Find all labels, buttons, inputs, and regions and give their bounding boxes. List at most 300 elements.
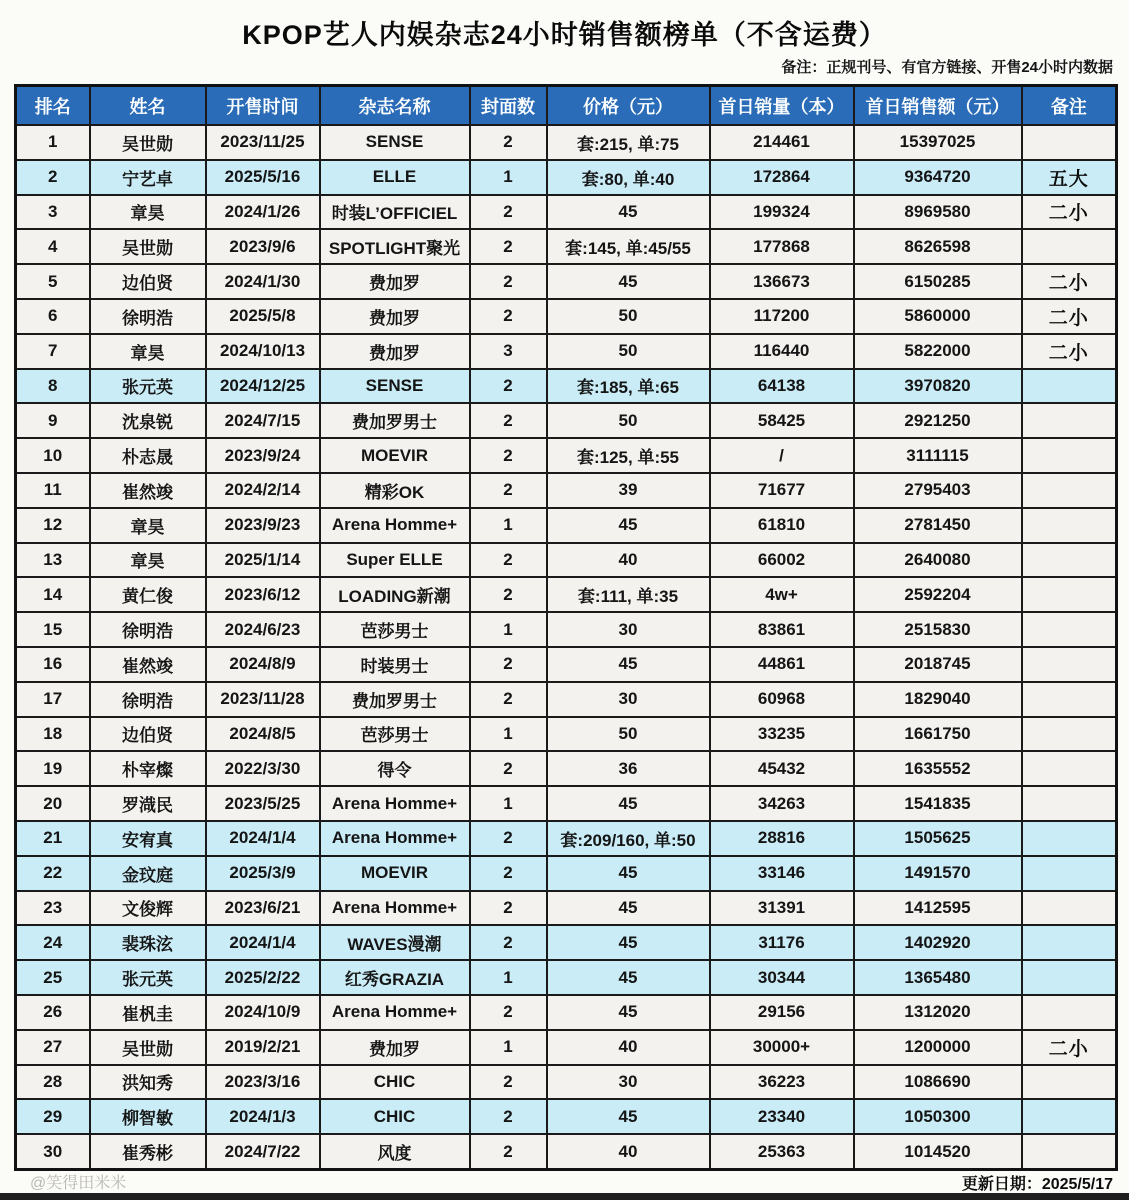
cell-price: 45 — [547, 995, 710, 1030]
cell-sales: 61810 — [710, 508, 854, 543]
cell-revenue: 1200000 — [854, 1030, 1022, 1065]
cell-magazine: 费加罗 — [320, 299, 470, 334]
cell-rank: 21 — [16, 821, 90, 856]
cell-name: 徐明浩 — [90, 299, 206, 334]
cell-magazine: 得令 — [320, 751, 470, 786]
cell-revenue: 1635552 — [854, 751, 1022, 786]
cell-sales: 23340 — [710, 1099, 854, 1134]
cell-sales: 31176 — [710, 925, 854, 960]
cell-covers: 1 — [470, 717, 547, 752]
cell-sales: 136673 — [710, 264, 854, 299]
cell-magazine: ELLE — [320, 160, 470, 195]
cell-rank: 14 — [16, 577, 90, 612]
cell-magazine: WAVES漫潮 — [320, 925, 470, 960]
cell-price: 50 — [547, 403, 710, 438]
cell-date: 2024/8/9 — [206, 647, 320, 682]
cell-name: 吴世勋 — [90, 1030, 206, 1065]
cell-magazine: SPOTLIGHT聚光 — [320, 229, 470, 264]
cell-rank: 19 — [16, 751, 90, 786]
cell-rank: 17 — [16, 682, 90, 717]
cell-sales: 33146 — [710, 856, 854, 891]
table-header-row — [16, 86, 1117, 126]
table-row — [16, 229, 1117, 264]
cell-price: 45 — [547, 960, 710, 995]
cell-note — [1022, 786, 1117, 821]
cell-magazine: Arena Homme+ — [320, 995, 470, 1030]
cell-rank: 29 — [16, 1099, 90, 1134]
cell-sales: 36223 — [710, 1065, 854, 1100]
cell-note: 二小 — [1022, 1030, 1117, 1065]
cell-price: 套:111, 单:35 — [547, 577, 710, 612]
cell-note — [1022, 960, 1117, 995]
cell-covers: 2 — [470, 195, 547, 230]
cell-revenue: 1661750 — [854, 717, 1022, 752]
cell-name: 崔然竣 — [90, 473, 206, 508]
cell-note — [1022, 125, 1117, 160]
cell-magazine: 时装男士 — [320, 647, 470, 682]
table-row — [16, 195, 1117, 230]
cell-name: 朴宰燦 — [90, 751, 206, 786]
cell-name: 吴世勋 — [90, 229, 206, 264]
cell-name: 黄仁俊 — [90, 577, 206, 612]
cell-note — [1022, 1065, 1117, 1100]
table-row — [16, 264, 1117, 299]
cell-revenue: 2640080 — [854, 543, 1022, 578]
cell-price: 36 — [547, 751, 710, 786]
cell-name: 洪知秀 — [90, 1065, 206, 1100]
update-date: 更新日期：2025/5/17 — [961, 1176, 1113, 1193]
cell-rank: 9 — [16, 403, 90, 438]
table-row — [16, 438, 1117, 473]
cell-sales: 4w+ — [710, 577, 854, 612]
cell-revenue: 5822000 — [854, 334, 1022, 369]
cell-sales: 33235 — [710, 717, 854, 752]
cell-date: 2024/1/4 — [206, 821, 320, 856]
cell-name: 崔杋圭 — [90, 995, 206, 1030]
cell-price: 套:215, 单:75 — [547, 125, 710, 160]
cell-rank: 1 — [16, 125, 90, 160]
cell-date: 2023/6/21 — [206, 891, 320, 926]
cell-covers: 1 — [470, 612, 547, 647]
table-row — [16, 577, 1117, 612]
cell-covers: 2 — [470, 891, 547, 926]
table-row — [16, 682, 1117, 717]
cell-date: 2024/10/13 — [206, 334, 320, 369]
cell-revenue: 8626598 — [854, 229, 1022, 264]
cell-name: 罗渽民 — [90, 786, 206, 821]
cell-covers: 2 — [470, 682, 547, 717]
cell-price: 45 — [547, 786, 710, 821]
table-row — [16, 508, 1117, 543]
cell-rank: 4 — [16, 229, 90, 264]
cell-rank: 24 — [16, 925, 90, 960]
cell-covers: 2 — [470, 1065, 547, 1100]
cell-sales: 214461 — [710, 125, 854, 160]
cell-note — [1022, 1134, 1117, 1169]
cell-revenue: 15397025 — [854, 125, 1022, 160]
table-row — [16, 1134, 1117, 1169]
cell-date: 2023/11/25 — [206, 125, 320, 160]
cell-magazine: 红秀GRAZIA — [320, 960, 470, 995]
cell-revenue: 6150285 — [854, 264, 1022, 299]
table-row — [16, 647, 1117, 682]
cell-sales: 117200 — [710, 299, 854, 334]
cell-sales: 45432 — [710, 751, 854, 786]
cell-covers: 2 — [470, 403, 547, 438]
cell-price: 40 — [547, 1030, 710, 1065]
cell-sales: 116440 — [710, 334, 854, 369]
cell-price: 45 — [547, 508, 710, 543]
cell-magazine: MOEVIR — [320, 438, 470, 473]
cell-magazine: Arena Homme+ — [320, 786, 470, 821]
table-row — [16, 995, 1117, 1030]
cell-covers: 2 — [470, 438, 547, 473]
cell-note — [1022, 612, 1117, 647]
table-row — [16, 717, 1117, 752]
cell-name: 张元英 — [90, 369, 206, 404]
cell-covers: 1 — [470, 786, 547, 821]
table-row — [16, 891, 1117, 926]
cell-sales: 30344 — [710, 960, 854, 995]
cell-magazine: SENSE — [320, 125, 470, 160]
cell-name: 金玟庭 — [90, 856, 206, 891]
cell-magazine: SENSE — [320, 369, 470, 404]
cell-date: 2024/7/15 — [206, 403, 320, 438]
cell-sales: 71677 — [710, 473, 854, 508]
cell-revenue: 1491570 — [854, 856, 1022, 891]
table-row — [16, 299, 1117, 334]
cell-price: 套:145, 单:45/55 — [547, 229, 710, 264]
cell-magazine: Arena Homme+ — [320, 891, 470, 926]
cell-revenue: 1505625 — [854, 821, 1022, 856]
cell-magazine: CHIC — [320, 1065, 470, 1100]
cell-sales: / — [710, 438, 854, 473]
cell-note: 二小 — [1022, 299, 1117, 334]
cell-note — [1022, 891, 1117, 926]
cell-date: 2024/2/14 — [206, 473, 320, 508]
cell-sales: 172864 — [710, 160, 854, 195]
cell-name: 文俊辉 — [90, 891, 206, 926]
header-cell-price: 价格（元） — [547, 86, 710, 126]
cell-magazine: 费加罗 — [320, 334, 470, 369]
cell-sales: 66002 — [710, 543, 854, 578]
cell-covers: 1 — [470, 160, 547, 195]
cell-magazine: 芭莎男士 — [320, 717, 470, 752]
cell-date: 2019/2/21 — [206, 1030, 320, 1065]
cell-sales: 29156 — [710, 995, 854, 1030]
cell-rank: 18 — [16, 717, 90, 752]
cell-rank: 2 — [16, 160, 90, 195]
cell-revenue: 5860000 — [854, 299, 1022, 334]
cell-date: 2025/5/8 — [206, 299, 320, 334]
cell-rank: 13 — [16, 543, 90, 578]
cell-price: 套:80, 单:40 — [547, 160, 710, 195]
cell-magazine: 费加罗男士 — [320, 682, 470, 717]
cell-note — [1022, 508, 1117, 543]
table-row — [16, 160, 1117, 195]
cell-date: 2025/5/16 — [206, 160, 320, 195]
cell-date: 2024/7/22 — [206, 1134, 320, 1169]
cell-price: 30 — [547, 1065, 710, 1100]
sales-ranking-table — [14, 84, 1118, 1171]
cell-note: 二小 — [1022, 264, 1117, 299]
cell-rank: 15 — [16, 612, 90, 647]
cell-covers: 2 — [470, 299, 547, 334]
cell-revenue: 1402920 — [854, 925, 1022, 960]
cell-revenue: 2515830 — [854, 612, 1022, 647]
cell-covers: 2 — [470, 995, 547, 1030]
cell-sales: 64138 — [710, 369, 854, 404]
cell-name: 宁艺卓 — [90, 160, 206, 195]
table-row — [16, 473, 1117, 508]
cell-magazine: 时装L’OFFICIEL — [320, 195, 470, 230]
cell-date: 2025/1/14 — [206, 543, 320, 578]
cell-rank: 7 — [16, 334, 90, 369]
cell-covers: 2 — [470, 369, 547, 404]
cell-covers: 1 — [470, 1030, 547, 1065]
cell-price: 40 — [547, 543, 710, 578]
header-cell-magazine: 杂志名称 — [320, 86, 470, 126]
cell-name: 徐明浩 — [90, 612, 206, 647]
cell-note — [1022, 925, 1117, 960]
cell-magazine: LOADING新潮 — [320, 577, 470, 612]
header-cell-note: 备注 — [1022, 86, 1117, 126]
cell-price: 套:185, 单:65 — [547, 369, 710, 404]
cell-sales: 34263 — [710, 786, 854, 821]
cell-date: 2024/1/3 — [206, 1099, 320, 1134]
cell-revenue: 2781450 — [854, 508, 1022, 543]
cell-price: 45 — [547, 647, 710, 682]
cell-name: 安宥真 — [90, 821, 206, 856]
table-row — [16, 1099, 1117, 1134]
cell-price: 40 — [547, 1134, 710, 1169]
cell-name: 章昊 — [90, 543, 206, 578]
cell-rank: 3 — [16, 195, 90, 230]
cell-sales: 30000+ — [710, 1030, 854, 1065]
cell-rank: 23 — [16, 891, 90, 926]
cell-note — [1022, 403, 1117, 438]
cell-covers: 2 — [470, 751, 547, 786]
cell-revenue: 1829040 — [854, 682, 1022, 717]
cell-price: 50 — [547, 334, 710, 369]
cell-covers: 2 — [470, 925, 547, 960]
cell-note — [1022, 682, 1117, 717]
cell-covers: 2 — [470, 543, 547, 578]
cell-date: 2024/12/25 — [206, 369, 320, 404]
cell-note — [1022, 369, 1117, 404]
cell-magazine: 芭莎男士 — [320, 612, 470, 647]
header-cell-sales: 首日销量（本） — [710, 86, 854, 126]
cell-sales: 60968 — [710, 682, 854, 717]
cell-magazine: Arena Homme+ — [320, 821, 470, 856]
header-cell-name: 姓名 — [90, 86, 206, 126]
cell-note — [1022, 995, 1117, 1030]
cell-name: 崔然竣 — [90, 647, 206, 682]
cell-revenue: 2592204 — [854, 577, 1022, 612]
cell-price: 45 — [547, 925, 710, 960]
cell-revenue: 1086690 — [854, 1065, 1022, 1100]
cell-sales: 25363 — [710, 1134, 854, 1169]
watermark: @笑得田米米 — [30, 1175, 127, 1192]
cell-rank: 25 — [16, 960, 90, 995]
cell-price: 套:209/160, 单:50 — [547, 821, 710, 856]
cell-magazine: 费加罗 — [320, 1030, 470, 1065]
cell-covers: 3 — [470, 334, 547, 369]
cell-revenue: 1365480 — [854, 960, 1022, 995]
cell-price: 30 — [547, 682, 710, 717]
cell-price: 30 — [547, 612, 710, 647]
cell-note — [1022, 473, 1117, 508]
cell-covers: 1 — [470, 960, 547, 995]
cell-rank: 11 — [16, 473, 90, 508]
cell-revenue: 1412595 — [854, 891, 1022, 926]
cell-note — [1022, 229, 1117, 264]
cell-sales: 58425 — [710, 403, 854, 438]
cell-rank: 30 — [16, 1134, 90, 1169]
cell-name: 徐明浩 — [90, 682, 206, 717]
cell-rank: 5 — [16, 264, 90, 299]
cell-date: 2024/10/9 — [206, 995, 320, 1030]
cell-date: 2025/3/9 — [206, 856, 320, 891]
cell-date: 2024/1/30 — [206, 264, 320, 299]
cell-note: 二小 — [1022, 195, 1117, 230]
cell-revenue: 1050300 — [854, 1099, 1022, 1134]
cell-name: 朴志晟 — [90, 438, 206, 473]
table-row — [16, 1030, 1117, 1065]
header-cell-date: 开售时间 — [206, 86, 320, 126]
cell-sales: 83861 — [710, 612, 854, 647]
table-body — [16, 125, 1117, 1169]
cell-revenue: 9364720 — [854, 160, 1022, 195]
cell-date: 2023/9/6 — [206, 229, 320, 264]
cell-price: 50 — [547, 717, 710, 752]
cell-name: 崔秀彬 — [90, 1134, 206, 1169]
cell-date: 2023/5/25 — [206, 786, 320, 821]
cell-revenue: 8969580 — [854, 195, 1022, 230]
cell-sales: 199324 — [710, 195, 854, 230]
cell-note — [1022, 543, 1117, 578]
cell-note — [1022, 856, 1117, 891]
cell-rank: 6 — [16, 299, 90, 334]
table-row — [16, 786, 1117, 821]
cell-price: 45 — [547, 1099, 710, 1134]
cell-revenue: 2921250 — [854, 403, 1022, 438]
cell-revenue: 1014520 — [854, 1134, 1022, 1169]
cell-note: 二小 — [1022, 334, 1117, 369]
cell-note — [1022, 577, 1117, 612]
cell-date: 2024/1/4 — [206, 925, 320, 960]
cell-sales: 177868 — [710, 229, 854, 264]
cell-rank: 20 — [16, 786, 90, 821]
cell-price: 45 — [547, 195, 710, 230]
cell-rank: 10 — [16, 438, 90, 473]
cell-magazine: 精彩OK — [320, 473, 470, 508]
cell-covers: 2 — [470, 125, 547, 160]
cell-covers: 2 — [470, 1099, 547, 1134]
cell-note — [1022, 717, 1117, 752]
cell-revenue: 1312020 — [854, 995, 1022, 1030]
table-row — [16, 751, 1117, 786]
cell-price: 45 — [547, 856, 710, 891]
cell-date: 2022/3/30 — [206, 751, 320, 786]
cell-name: 吴世勋 — [90, 125, 206, 160]
table-row — [16, 1065, 1117, 1100]
cell-note — [1022, 1099, 1117, 1134]
header-cell-rank: 排名 — [16, 86, 90, 126]
cell-note — [1022, 751, 1117, 786]
header-cell-covers: 封面数 — [470, 86, 547, 126]
cell-revenue: 3111115 — [854, 438, 1022, 473]
cell-covers: 2 — [470, 264, 547, 299]
page-title: KPOP艺人内娱杂志24小时销售额榜单（不含运费） — [242, 20, 887, 50]
cell-date: 2025/2/22 — [206, 960, 320, 995]
cell-rank: 27 — [16, 1030, 90, 1065]
cell-price: 45 — [547, 891, 710, 926]
cell-note — [1022, 821, 1117, 856]
cell-covers: 2 — [470, 1134, 547, 1169]
cell-magazine: 风度 — [320, 1134, 470, 1169]
cell-name: 张元英 — [90, 960, 206, 995]
cell-covers: 2 — [470, 229, 547, 264]
cell-name: 沈泉锐 — [90, 403, 206, 438]
cell-date: 2024/6/23 — [206, 612, 320, 647]
cell-note — [1022, 438, 1117, 473]
cell-rank: 28 — [16, 1065, 90, 1100]
header-cell-revenue: 首日销售额（元） — [854, 86, 1022, 126]
cell-revenue: 1541835 — [854, 786, 1022, 821]
table-row — [16, 543, 1117, 578]
cell-magazine: 费加罗 — [320, 264, 470, 299]
table-row — [16, 821, 1117, 856]
cell-covers: 2 — [470, 821, 547, 856]
cell-name: 柳智敏 — [90, 1099, 206, 1134]
cell-price: 45 — [547, 264, 710, 299]
page-subtitle: 备注：正规刊号、有官方链接、开售24小时内数据 — [781, 59, 1113, 76]
cell-magazine: Super ELLE — [320, 543, 470, 578]
cell-magazine: MOEVIR — [320, 856, 470, 891]
cell-sales: 28816 — [710, 821, 854, 856]
cell-price: 39 — [547, 473, 710, 508]
table-row — [16, 856, 1117, 891]
cell-name: 边伯贤 — [90, 264, 206, 299]
table-row — [16, 369, 1117, 404]
cell-covers: 2 — [470, 577, 547, 612]
table-row — [16, 403, 1117, 438]
cell-rank: 12 — [16, 508, 90, 543]
cell-name: 裴珠泫 — [90, 925, 206, 960]
cell-sales: 44861 — [710, 647, 854, 682]
cell-date: 2024/1/26 — [206, 195, 320, 230]
table-row — [16, 612, 1117, 647]
table-row — [16, 925, 1117, 960]
cell-price: 套:125, 单:55 — [547, 438, 710, 473]
cell-name: 章昊 — [90, 334, 206, 369]
cell-rank: 8 — [16, 369, 90, 404]
cell-date: 2024/8/5 — [206, 717, 320, 752]
cell-name: 章昊 — [90, 195, 206, 230]
cell-date: 2023/9/23 — [206, 508, 320, 543]
cell-magazine: Arena Homme+ — [320, 508, 470, 543]
cell-covers: 1 — [470, 508, 547, 543]
cell-price: 50 — [547, 299, 710, 334]
cell-revenue: 3970820 — [854, 369, 1022, 404]
cell-revenue: 2018745 — [854, 647, 1022, 682]
cell-magazine: 费加罗男士 — [320, 403, 470, 438]
cell-date: 2023/11/28 — [206, 682, 320, 717]
cell-rank: 26 — [16, 995, 90, 1030]
cell-name: 边伯贤 — [90, 717, 206, 752]
cell-covers: 2 — [470, 647, 547, 682]
